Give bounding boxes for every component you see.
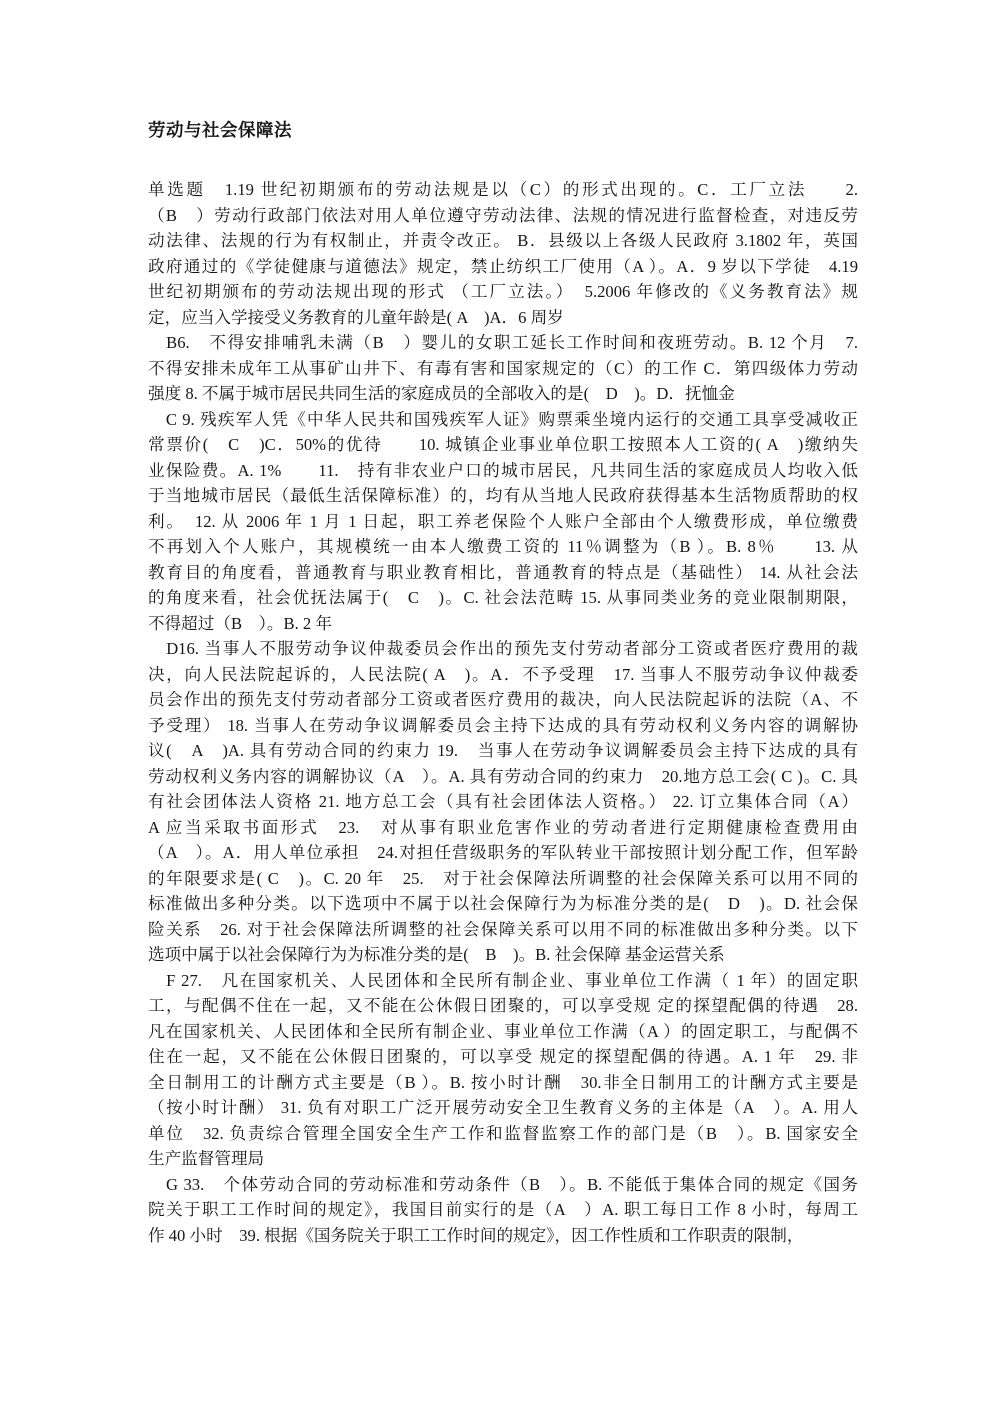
text-line: C 9. 残疾军人凭《中华人民共和国残疾军人证》购票乘坐境内运行的交通工具享受减收正 [148, 409, 858, 429]
text-line: 劳动权利义务内容的调解协议（A ）。A. 具有劳动合同的约束力 20.地方总工会( C )。C. 具 [148, 766, 858, 786]
text-line: 选项中属于以社会保障行为为标准分类的是( B )。B. 社会保障 基金运营关系 [148, 945, 725, 964]
text-line: 单位 32. 负责综合管理全国安全生产工作和监督监察工作的部门是（B ）。B. 国家安全 [148, 1123, 858, 1143]
paragraph [148, 1172, 858, 1249]
text-line: 单选题 1.19 世纪初期颁布的劳动法规是以（C）的形式出现的。C．工厂立法 2. [148, 180, 858, 199]
text-line: D16. 当事人不服劳动争议仲裁委员会作出的预先支付劳动者部分工资或者医疗费用的裁 [148, 639, 858, 658]
text-line: （B ）劳动行政部门依法对用人单位遵守劳动法律、法规的情况进行监督检查，对违反劳 [148, 205, 858, 225]
text-line: 强度 8. 不属于城市居民共同生活的家庭成员的全部收入的是( D )。D．抚恤金 [148, 384, 735, 403]
text-line: 不再划入个人账户，其规模统一由本人缴费工资的 11％调整为（B ）。B. 8％ 13. 从 [148, 537, 858, 556]
text-line: 定，应当入学接受义务教育的儿童年龄是( A )A．6 周岁 [148, 307, 564, 327]
text-line: 的年限要求是( C )。C. 20 年 25. 对于社会保障法所调整的社会保障关系可以用不同的 [148, 868, 858, 888]
text-line: 院关于职工工作时间的规定》，我国目前实行的是（A ）A. 职工每日工作 8 小时，每周工 [148, 1200, 858, 1219]
text-line: （按小时计酬） 31. 负有对职工广泛开展劳动安全卫生教育义务的主体是（A ）。A. 用人 [148, 1098, 858, 1117]
text-line: （A ）。A．用人单位承担 24.对担任营级职务的军队转业干部按照计划分配工作，但军龄 [148, 843, 858, 862]
text-line: 议( A )A. 具有劳动合同的约束力 19. 当事人在劳动争议调解委员会主持下达成的具有 [148, 741, 858, 760]
paragraph [148, 968, 858, 1172]
document-content [148, 117, 858, 1248]
text-line: 有社会团体法人资格 21. 地方总工会（具有社会团体法人资格。） 22. 订立集体合同（A） [148, 792, 858, 811]
text-line: 生产监督管理局 [148, 1149, 265, 1168]
text-line: B6. 不得安排哺乳未满（B ）婴儿的女职工延长工作时间和夜班劳动。B. 12 个月 7. [148, 333, 858, 352]
text-line: 的角度来看，社会优抚法属于( C )。C. 社会法范畴 15. 从事同类业务的竞业限制期限， [148, 588, 858, 607]
text-line: 险关系 26. 对于社会保障法所调整的社会保障关系可以用不同的标准做出多种分类。以下 [148, 919, 858, 939]
text-line: 员会作出的预先支付劳动者部分工资或者医疗费用的裁决，向人民法院起诉的法院（A、不 [148, 690, 858, 709]
paragraph [148, 177, 858, 330]
text-line: 决，向人民法院起诉的，人民法院( A )。A．不予受理 17. 当事人不服劳动争议仲裁委 [148, 664, 858, 684]
text-line: 利。 12. 从 2006 年 1 月 1 日起，职工养老保险个人账户全部由个人缴费形成，单位缴费 [148, 511, 858, 531]
text-line: 标准做出多种分类。以下选项中不属于以社会保障行为为标准分类的是( D )。D. 社会保 [148, 894, 858, 913]
text-line: 予受理） 18. 当事人在劳动争议调解委员会主持下达成的具有劳动权利义务内容的调解协 [148, 715, 858, 735]
document-title: 劳动与社会保障法 [148, 120, 292, 140]
text-line: 政府通过的《学徒健康与道德法》规定，禁止纺织工厂使用（A ）。A．9 岁以下学徒 4.19 [148, 256, 858, 276]
text-line: 于当地城市居民（最低生活保障标准）的，均有从当地人民政府获得基本生活物质帮助的权 [148, 486, 858, 505]
text-line: F 27. 凡在国家机关、人民团体和全民所有制企业、事业单位工作满（ 1 年）的固定职 [148, 970, 858, 990]
paragraph [148, 330, 858, 407]
text-line: 业保险费。A. 1% 11. 持有非农业户口的城市居民，凡共同生活的家庭成员人均收入低 [148, 460, 858, 480]
document-body [148, 177, 858, 1248]
text-line: 作 40 小时 39. 根据《国务院关于职工工作时间的规定》，因工作性质和工作职责的限制， [148, 1225, 804, 1245]
text-line: 不得安排未成年工从事矿山井下、有毒有害和国家规定的（C）的工作 C．第四级体力劳动 [148, 358, 858, 378]
text-line: G 33. 个体劳动合同的劳动标准和劳动条件（B ）。B. 不能低于集体合同的规定《国务 [148, 1174, 858, 1194]
paragraph [148, 636, 858, 968]
paragraph [148, 407, 858, 637]
text-line: 住在一起，又不能在公休假日团聚的，可以享受 规定的探望配偶的待遇。A. 1 年 29. 非 [148, 1047, 858, 1066]
text-line: A 应当采取书面形式 23. 对从事有职业危害作业的劳动者进行定期健康检查费用由 [148, 817, 858, 837]
text-line: 工，与配偶不住在一起，又不能在公休假日团聚的，可以享受规 定的探望配偶的待遇 28. [148, 996, 858, 1015]
text-line: 常票价( C )C．50%的优待 10. 城镇企业事业单位职工按照本人工资的( A )缴纳失 [148, 435, 858, 454]
text-line: 世纪初期颁布的劳动法规出现的形式 （工厂立法。） 5.2006 年修改的《义务教育法》规 [148, 282, 858, 301]
text-line: 动法律、法规的行为有权制止，并责令改正。 B．县级以上各级人民政府 3.1802 年，英国 [148, 231, 858, 250]
text-line: 教育目的角度看，普通教育与职业教育相比，普通教育的特点是（基础性） 14. 从社会法 [148, 562, 858, 582]
text-line: 不得超过（B ）。B. 2 年 [148, 613, 332, 633]
text-line: 全日制用工的计酬方式主要是（B ）。B. 按小时计酬 30.非全日制用工的计酬方式主要是 [148, 1072, 858, 1092]
text-line: 凡在国家机关、人民团体和全民所有制企业、事业单位工作满（A ）的固定职工，与配偶不 [148, 1021, 858, 1041]
